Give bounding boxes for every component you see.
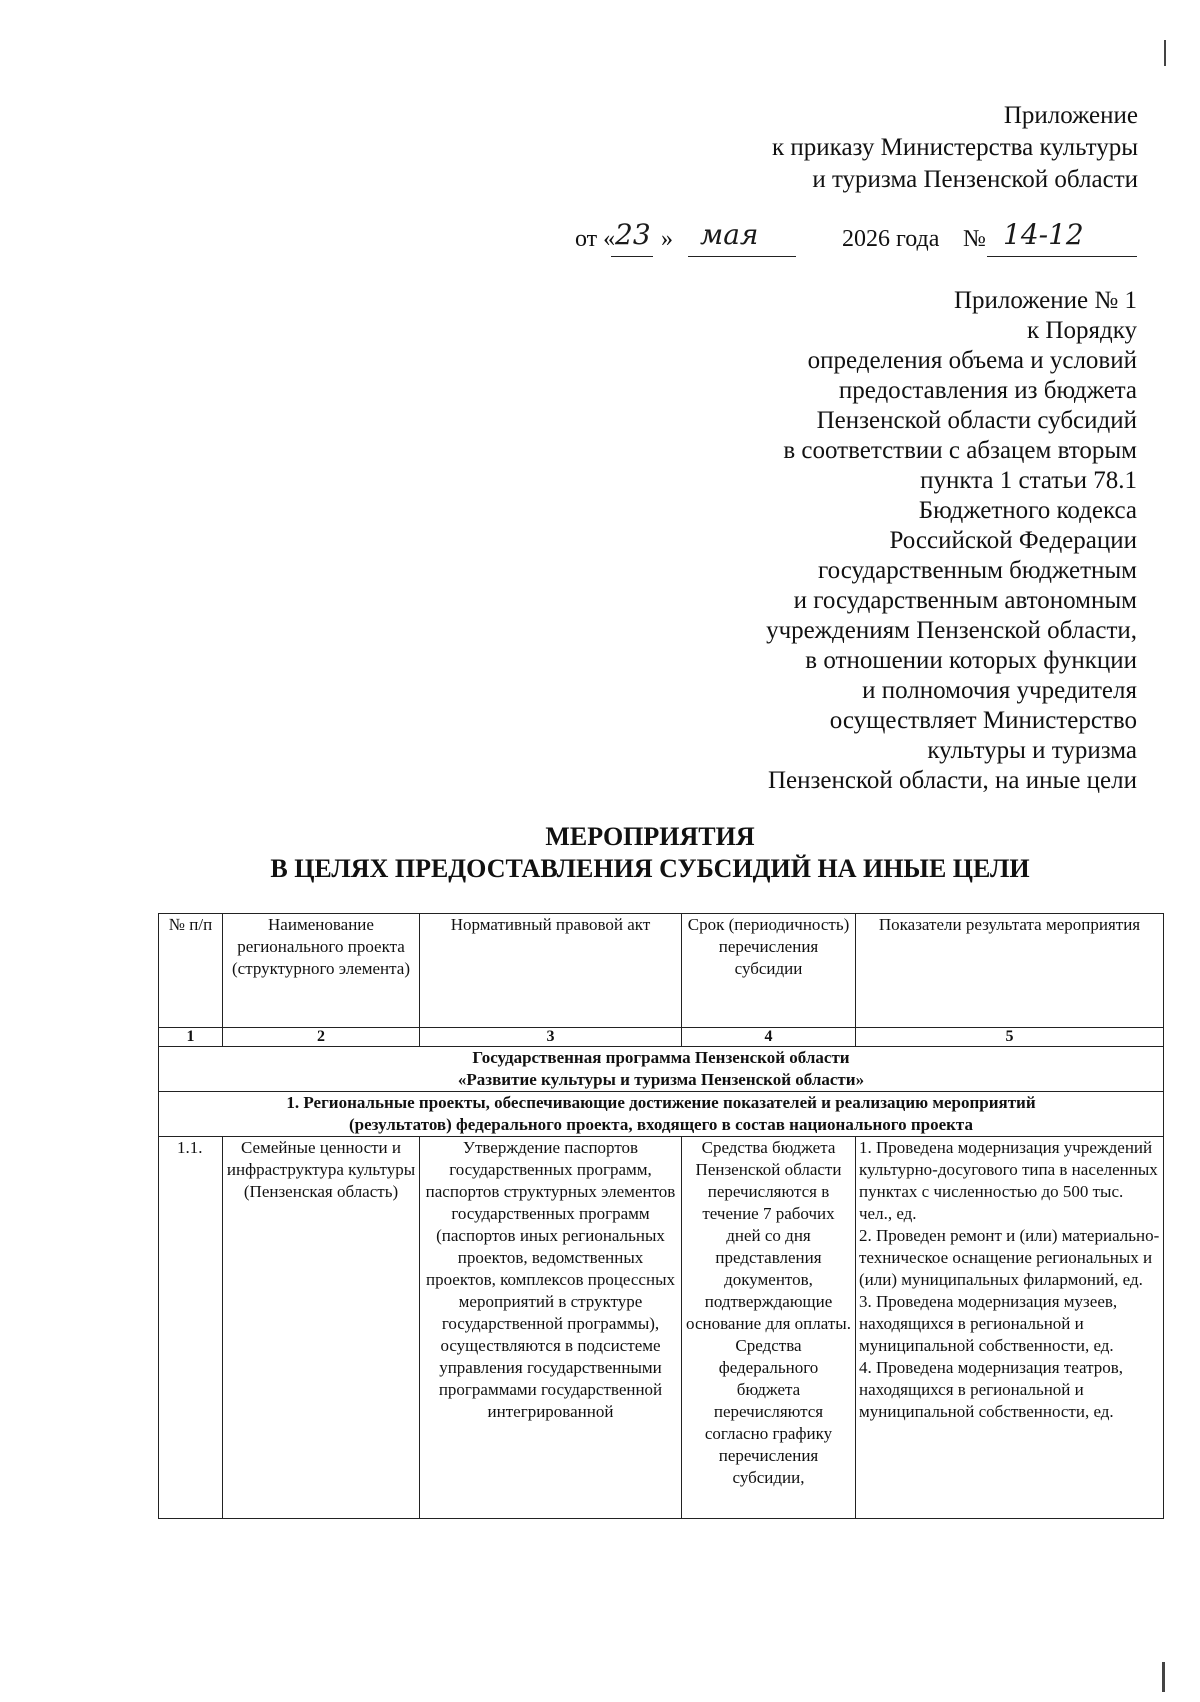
scan-mark bbox=[1162, 1662, 1165, 1692]
program-title-line: «Развитие культуры и туризма Пензенской области» bbox=[457, 1070, 865, 1089]
appendix-line: учреждениям Пензенской области, bbox=[766, 617, 1137, 644]
number-sign: № bbox=[963, 226, 986, 252]
appendix-line: в соответствии с абзацем вторым bbox=[783, 437, 1137, 464]
document-title: МЕРОПРИЯТИЯ bbox=[545, 822, 755, 851]
result-item: 4. Проведена модернизация театров, находящихся в региональной и муниципальной собственности, ед. bbox=[859, 1358, 1123, 1421]
appendix-line: Российской Федерации bbox=[889, 527, 1137, 554]
order-header bbox=[772, 100, 1138, 196]
appendix-line: предоставления из бюджета bbox=[838, 377, 1137, 404]
row-act: Утверждение паспортов государственных программ, паспортов структурных элементов государственных программ (паспортов иных региональных проектов, ведомственных проектов, комплексов процессных мероприятий в структуре государственной программы), осуществляются в подсистеме управления государственными программами государственной интегрированной bbox=[420, 1137, 682, 1519]
column-number: 4 bbox=[682, 1028, 856, 1047]
handwritten-month: мая bbox=[700, 218, 759, 251]
appendix-line: осуществляет Министерство bbox=[829, 707, 1137, 734]
date-prefix: от « bbox=[575, 226, 616, 252]
measures-table bbox=[158, 913, 1164, 1519]
section-title-line: 1. Региональные проекты, обеспечивающие достижение показателей и реализацию мероприятий bbox=[286, 1093, 1036, 1112]
appendix-line: Бюджетного кодекса bbox=[918, 497, 1137, 524]
appendix-line: к Порядку bbox=[1027, 317, 1137, 344]
header-cell-term: Срок (периодичность) перечисления субсидии bbox=[682, 914, 856, 1028]
handwritten-day: 23 bbox=[615, 218, 651, 251]
appendix-line: определения объема и условий bbox=[807, 347, 1137, 374]
header-line: Приложение bbox=[1003, 102, 1138, 129]
appendix-line: Пензенской области, на иные цели bbox=[767, 767, 1137, 794]
appendix-block bbox=[766, 286, 1137, 796]
row-project: Семейные ценности и инфраструктура культуры (Пензенская область) bbox=[223, 1137, 420, 1519]
handwritten-number: 14-12 bbox=[1003, 218, 1084, 251]
column-number-row bbox=[159, 1028, 1164, 1047]
appendix-line: пункта 1 статьи 78.1 bbox=[920, 467, 1137, 494]
scan-mark bbox=[1164, 40, 1166, 66]
appendix-line: Пензенской области субсидий bbox=[816, 407, 1137, 434]
column-number: 1 bbox=[159, 1028, 223, 1047]
number-underline bbox=[987, 256, 1137, 257]
section-title-line: (результатов) федерального проекта, входящего в состав национального проекта bbox=[349, 1115, 973, 1134]
document-subtitle: В ЦЕЛЯХ ПРЕДОСТАВЛЕНИЯ СУБСИДИЙ НА ИНЫЕ ЦЕЛИ bbox=[270, 854, 1030, 883]
row-number: 1.1. bbox=[159, 1137, 223, 1519]
result-item: 1. Проведена модернизация учреждений культурно-досугового типа в населенных пунктах с численностью до 500 тыс. чел., ед. bbox=[859, 1138, 1158, 1223]
header-cell-act: Нормативный правовой акт bbox=[420, 914, 682, 1028]
row-term: Средства бюджета Пензенской области перечисляются в течение 7 рабочих дней со дня представления документов, подтверждающие основание для оплаты. Средства федерального бюджета перечисляются согласно графику перечисления субсидии, bbox=[682, 1137, 856, 1519]
day-underline bbox=[611, 256, 653, 257]
result-item: 2. Проведен ремонт и (или) материально-техническое оснащение региональных и (или) муниципальных филармоний, ед. bbox=[859, 1226, 1160, 1289]
date-suffix: » bbox=[661, 226, 673, 252]
result-item: 3. Проведена модернизация музеев, находящихся в региональной и муниципальной собственности, ед. bbox=[859, 1292, 1118, 1355]
appendix-line: в отношении которых функции bbox=[805, 647, 1137, 674]
table-row bbox=[159, 1137, 1164, 1519]
program-cell bbox=[159, 1047, 1164, 1092]
appendix-line: Приложение № 1 bbox=[953, 287, 1137, 314]
section-row bbox=[159, 1092, 1164, 1137]
header-cell-number: № п/п bbox=[159, 914, 223, 1028]
appendix-line: государственным бюджетным bbox=[818, 557, 1137, 584]
appendix-line: культуры и туризма bbox=[927, 737, 1137, 764]
appendix-line: и полномочия учредителя bbox=[862, 677, 1137, 704]
section-cell bbox=[159, 1092, 1164, 1137]
month-underline bbox=[688, 256, 796, 257]
column-number: 2 bbox=[223, 1028, 420, 1047]
table-header-row bbox=[159, 914, 1164, 1028]
column-number: 5 bbox=[856, 1028, 1164, 1047]
row-results bbox=[856, 1137, 1164, 1519]
program-title-line: Государственная программа Пензенской области bbox=[472, 1048, 850, 1067]
program-row bbox=[159, 1047, 1164, 1092]
header-cell-project: Наименование регионального проекта (структурного элемента) bbox=[223, 914, 420, 1028]
order-date-line bbox=[575, 218, 1140, 258]
header-line: и туризма Пензенской области bbox=[812, 166, 1138, 193]
appendix-line: и государственным автономным bbox=[793, 587, 1137, 614]
header-cell-results: Показатели результата мероприятия bbox=[856, 914, 1164, 1028]
column-number: 3 bbox=[420, 1028, 682, 1047]
header-line: к приказу Министерства культуры bbox=[772, 134, 1138, 161]
year-text: 2026 года bbox=[842, 226, 940, 252]
